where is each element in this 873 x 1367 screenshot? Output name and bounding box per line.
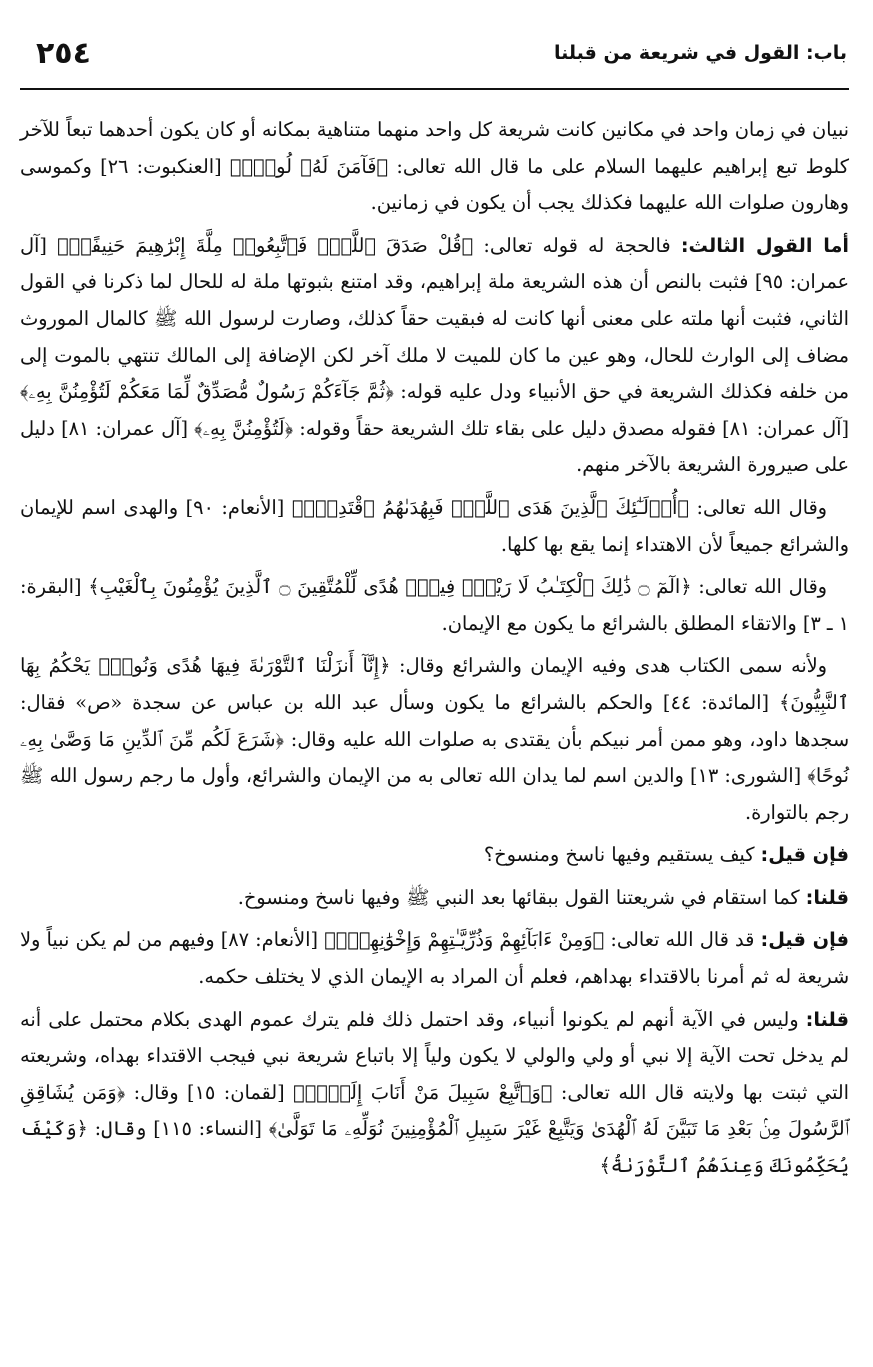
paragraph-text: وقال الله تعالى: ﴿أُو۟لَـٰٓئِكَ ٱلَّذِينَ هَدَى ٱللَّهُۖ فَبِهُدَىٰهُمُ ٱقْتَدِهْۗ﴾ [الأنعام: ٩٠] والهدى اسم للإيمان والشرائع جميعاً لأن الاهتداء إنما يقع بها كلها. — [20, 495, 849, 556]
chapter-title: باب: القول في شريعة من قبلنا — [553, 42, 847, 64]
paragraph-lead: قلنا: — [805, 1007, 849, 1031]
paragraph-text: كيف يستقيم وفيها ناسخ ومنسوخ؟ — [483, 843, 761, 867]
paragraph-lead: أما القول الثالث: — [680, 233, 850, 257]
page-header — [20, 30, 849, 90]
page-body — [20, 112, 849, 1185]
paragraph-7 — [20, 880, 849, 917]
paragraph-5 — [20, 648, 849, 831]
paragraph-3 — [20, 490, 849, 563]
paragraph-text: قد قال الله تعالى: ﴿وَمِنْ ءَابَآئِهِمْ وَذُرِّيَّـٰتِهِمْ وَإِخْوَٰنِهِمْۖ﴾ [الأنعام: ٨٧] وفيهم من لم يكن نبياً ولا شريعة له ثم أمرنا بالاقتداء بهداهم، فعلم أن المراد به الإيمان الذي لا يختلف حكمه. — [20, 928, 849, 989]
paragraph-text: وليس في الآية أنهم لم يكونوا أنبياء، وقد احتمل ذلك فلم يترك عموم الهدى بكلام محتمل على أنه لم يدخل تحت الآية إلا نبي أو ولي والولي لا يكون ولياً إلا باتباع شريعة نبي فيجب الاقتداء بهداه، وشريعته التي ثبتت بها ولايته قال الله تعالى: ﴿وَٱتَّبِعْ سَبِيلَ مَنْ أَنَابَ إِلَىَّۚ﴾ [لقمان: ١٥] وقال: ﴿وَمَن يُشَاقِقِ ٱلرَّسُولَ مِنۢ بَعْدِ مَا تَبَيَّنَ لَهُ ٱلْهُدَىٰ وَيَتَّبِعْ غَيْرَ سَبِيلِ ٱلْمُؤْمِنِينَ نُوَلِّهِۦ مَا تَوَلَّىٰ﴾ [النساء: ١١٥] وقال: ﴿وَكَيْفَ يُحَكِّمُونَكَ وَعِندَهُمُ ٱلتَّوْرَىٰةُ﴾ — [20, 1007, 849, 1178]
paragraph-6 — [20, 837, 849, 874]
paragraph-text: وقال الله تعالى: ﴿الٓمٓ ۝ ذَٰلِكَ ٱلْكِتَـٰبُ لَا رَيْبَۛ فِيهِۛ هُدًى لِّلْمُتَّقِينَ ۝ ٱلَّذِينَ يُؤْمِنُونَ بِٱلْغَيْبِ﴾ [البقرة: ١ ـ ٣] والاتقاء المطلق بالشرائع ما يكون مع الإيمان. — [20, 575, 849, 635]
paragraph-text: كما استقام في شريعتنا القول ببقائها بعد النبي ﷺ وفيها ناسخ ومنسوخ. — [237, 885, 806, 909]
paragraph-8 — [20, 922, 849, 995]
paragraph-lead: فإن قيل: — [760, 928, 850, 952]
paragraph-lead: فإن قيل: — [760, 843, 849, 867]
book-page — [20, 30, 849, 1350]
page-number: ٢٥٤ — [36, 36, 91, 71]
paragraph-2 — [20, 228, 849, 484]
paragraph-text: فالحجة له قوله تعالى: ﴿قُلْ صَدَقَ ٱللَّهُۗ فَٱتَّبِعُوا۟ مِلَّةَ إِبْرَٰهِيمَ حَنِيفًاۖ﴾ [آل عمران: ٩٥] فثبت بالنص أن هذه الشريعة ملة إبراهيم، وقد امتنع بثبوتها ملة له للحال لما ذكرنا في القول الثاني، فثبت أنها ملته على معنى أنها كانت له فبقيت حقاً كذلك، وصارت لرسول الله ﷺ كالمال الموروث مضاف إلى الوارث للحال، وهو عين ما كان للميت لا ملك آخر لكن الإضافة إلى المالك تنتهي بالموت إلى من خلفه فكذلك الشريعة في حق الأنبياء ودل عليه قوله: ﴿ثُمَّ جَآءَكُمْ رَسُولٌ مُّصَدِّقٌ لِّمَا مَعَكُمْ لَتُؤْمِنُنَّ بِهِۦ﴾ [آل عمران: ٨١] فقوله مصدق دليل على بقاء تلك الشريعة حقاً وقوله: ﴿لَتُؤْمِنُنَّ بِهِۦ﴾ [آل عمران: ٨١] دليل على صيرورة الشريعة بالآخر منهم. — [20, 233, 850, 477]
paragraph-text: ولأنه سمى الكتاب هدى وفيه الإيمان والشرائع وقال: ﴿إِنَّآ أَنزَلْنَا ٱلتَّوْرَىٰةَ فِيهَا هُدًى وَنُورٌۚ يَحْكُمُ بِهَا ٱلنَّبِيُّونَ﴾ [المائدة: ٤٤] والحكم بالشرائع ما يكون وسأل عبد الله بن عباس عن سجدة «ص» فقال: سجدها داود، وهو ممن أمر نبيكم بأن يقتدى به صلوات الله عليه وقال: ﴿شَرَعَ لَكُم مِّنَ ٱلدِّينِ مَا وَصَّىٰ بِهِۦ نُوحًا﴾ [الشورى: ١٣] والدين اسم لما يدان الله تعالى به من الإيمان والشرائع، وأول ما رجم رسول الله ﷺ رجم بالتوارة. — [20, 654, 850, 824]
paragraph-text: نبيان في زمان واحد في مكانين كانت شريعة كل واحد منهما متناهية بمكانه أو كان يكون أحدهما تبعاً للآخر كلوط تبع إبراهيم عليهما السلام على ما قال الله تعالى: ﴿فَآمَنَ لَهُۥ لُوطٌۘ﴾ [العنكبوت: ٢٦] وكموسى وهارون صلوات الله عليهما فكذلك يجب أن يكون في زمانين. — [20, 118, 849, 215]
paragraph-lead: قلنا: — [805, 885, 849, 909]
paragraph-9 — [20, 1002, 849, 1185]
paragraph-4 — [20, 569, 849, 642]
paragraph-1 — [20, 112, 849, 222]
